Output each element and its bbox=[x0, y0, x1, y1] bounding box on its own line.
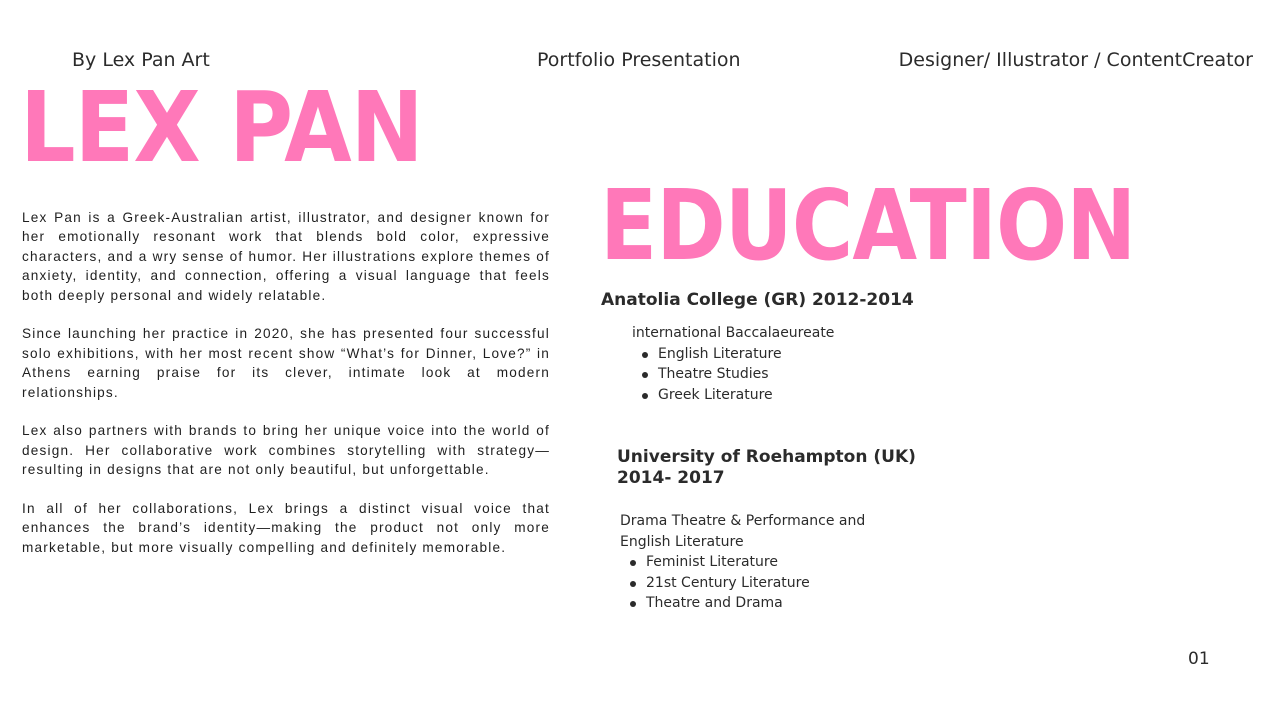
bio-paragraph-4: In all of her collaborations, Lex brings a distinct visual voice that enhances the brand’s identity—making the product not only more marketable, but more visually compelling and definitely memorable. bbox=[22, 501, 550, 555]
subject-label: Greek Literature bbox=[658, 386, 773, 403]
subject-item bbox=[620, 573, 920, 594]
education-heading-years: 2014- 2017 bbox=[617, 468, 725, 488]
education-program: international Baccalaeureate bbox=[632, 325, 835, 341]
education-title: EDUCATION bbox=[600, 169, 1136, 283]
education-heading-line: University of Roehampton (UK) bbox=[617, 447, 916, 467]
subject-item bbox=[620, 593, 920, 614]
bio-paragraph-2: Since launching her practice in 2020, she has presented four successful solo exhibitions, with her most recent show “What’s for Dinner, Love?” in Athens earning praise for its clever, intimate look at modern relationships. bbox=[22, 326, 550, 400]
bullet-icon bbox=[642, 352, 648, 358]
subject-label: English Literature bbox=[658, 345, 782, 362]
name-title: LEX PAN bbox=[20, 71, 423, 185]
bullet-icon bbox=[630, 581, 636, 587]
education-entry-heading bbox=[617, 447, 916, 489]
subject-label: Feminist Literature bbox=[646, 554, 778, 571]
subject-item bbox=[620, 552, 920, 573]
header-byline: By Lex Pan Art bbox=[72, 49, 210, 71]
subject-label: Theatre and Drama bbox=[646, 595, 783, 612]
bio-section bbox=[22, 208, 550, 577]
subject-item bbox=[632, 344, 932, 365]
education-program: English Literature bbox=[620, 533, 744, 550]
subject-list bbox=[632, 344, 932, 406]
subject-item bbox=[632, 385, 932, 406]
header-roles: Designer/ Illustrator / ContentCreator bbox=[898, 49, 1253, 71]
education-entry-heading: Anatolia College (GR) 2012-2014 bbox=[601, 290, 914, 310]
bullet-icon bbox=[630, 560, 636, 566]
subject-label: 21st Century Literature bbox=[646, 574, 810, 591]
education-entry-details bbox=[620, 511, 920, 614]
education-program: Drama Theatre & Performance and bbox=[620, 513, 866, 529]
subject-item bbox=[632, 364, 932, 385]
bullet-icon bbox=[642, 393, 648, 399]
bio-paragraph-1: Lex Pan is a Greek-Australian artist, illustrator, and designer known for her emotionally resonant work that blends bold color, expressive characters, and a wry sense of humor. Her illustrations explore themes of anxiety, identity, and connection, offering a visual language that feels both deeply personal and widely relatable. bbox=[22, 210, 550, 303]
subject-label: Theatre Studies bbox=[658, 366, 769, 383]
bullet-icon bbox=[630, 601, 636, 607]
bullet-icon bbox=[642, 372, 648, 378]
page-number: 01 bbox=[1188, 649, 1210, 669]
education-entry-details bbox=[632, 323, 932, 405]
header-presentation-title: Portfolio Presentation bbox=[537, 49, 741, 71]
subject-list bbox=[620, 552, 920, 614]
bio-paragraph-3: Lex also partners with brands to bring her unique voice into the world of design. Her collaborative work combines storytelling with strategy—resulting in designs that are not only beautiful, but unforgettable. bbox=[22, 423, 550, 478]
